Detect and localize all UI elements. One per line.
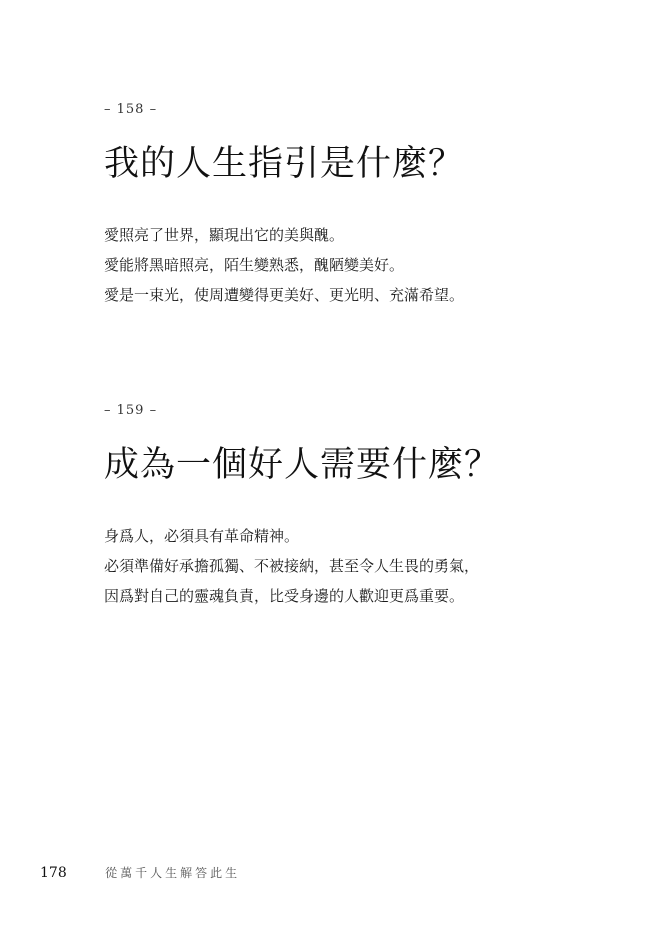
entry-number: – 158 – xyxy=(104,102,158,117)
answer-line: 愛能將黑暗照亮，陌生變熟悉，醜陋變美好。 xyxy=(104,256,405,274)
page-number: 178 xyxy=(40,865,67,881)
entry-158 xyxy=(104,100,624,310)
entry-159 xyxy=(104,401,624,611)
answer-line: 必須準備好承擔孤獨、不被接納，甚至令人生畏的勇氣， xyxy=(104,557,480,575)
entry-number: – 159 – xyxy=(104,403,158,418)
page-footer xyxy=(40,862,240,882)
entry-answer xyxy=(104,521,624,611)
entry-answer xyxy=(104,220,624,310)
answer-line: 愛是一束光，使周遭變得更美好、更光明、充滿希望。 xyxy=(104,286,465,304)
answer-line: 愛照亮了世界，顯現出它的美與醜。 xyxy=(104,226,345,244)
entry-question: 我的人生指引是什麼？ xyxy=(104,144,465,184)
entry-question: 成為一個好人需要什麼？ xyxy=(104,445,501,485)
answer-line: 因爲對自己的靈魂負責，比受身邊的人歡迎更爲重要。 xyxy=(104,587,465,605)
running-title: 從萬千人生解答此生 xyxy=(105,866,241,880)
answer-line: 身爲人，必須具有革命精神。 xyxy=(104,527,300,545)
